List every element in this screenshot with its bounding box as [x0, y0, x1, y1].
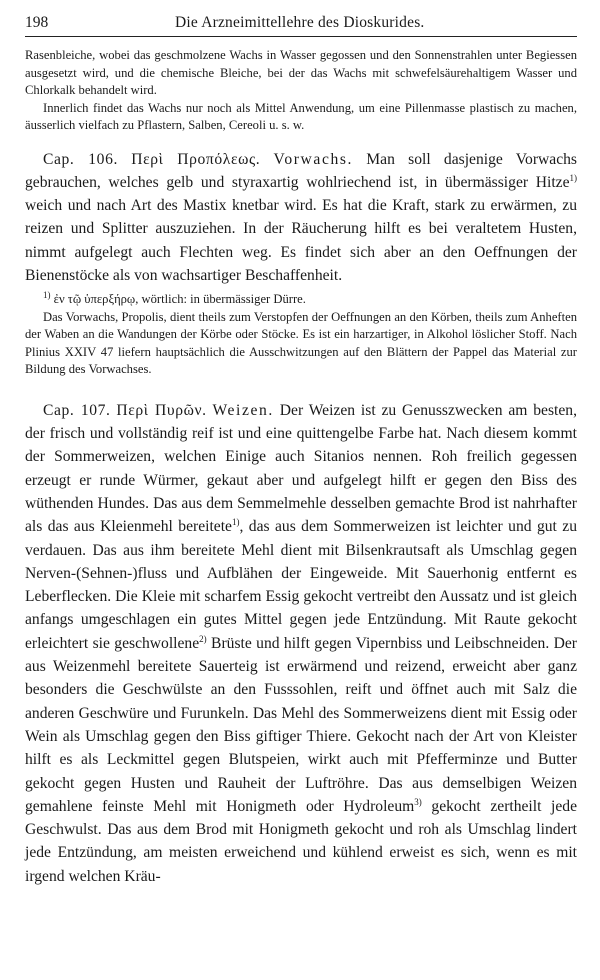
- page-number: 198: [25, 14, 49, 31]
- footnote-106-translation: ἐν τῷ ὑπερξήρῳ, wörtlich: in übermässiger Dürre.: [53, 292, 306, 307]
- chapter-107-greek-title: Περὶ Πυρῶν.: [116, 401, 207, 419]
- chapter-106: [25, 148, 577, 288]
- chapter-107-text-b: , das aus dem Sommerweizen ist leichter und gut zu verdauen. Das aus ihm bereitete Mehl dient mit Bilsenkrautsaft als Umschlag gegen Nerven-(Sehnen-)fluss und Aufblähen der Eingeweide. Mit Sauerhonig entfernt es Leberflecken. Die Kleie mit scharfem Essig gekocht vertreibt den Aussatz und ist gleich anfangs umgeschlagen ein gutes Mittel gegen jede Entzündung. Mit Raute gekocht erleichtert sie geschwollene: [25, 518, 577, 652]
- book-page: [25, 14, 577, 888]
- chapter-106-text-b: weich und nach Art des Mastix knetbar wird. Es hat die Kraft, stark zu erwärmen, zu reizen und Splitter auszuziehen. In der Räucherung hilft es bei veraltetem Husten, nimmt aufgelegt auch Flechten weg. Es findet sich aber an den Oeffnungen der Bienenstöcke als von wachsartiger Beschaffenheit.: [25, 197, 577, 284]
- running-head: [25, 14, 577, 37]
- footnote-106-marker: 1): [43, 290, 51, 301]
- footnote-ref-1: 1): [231, 517, 240, 528]
- chapter-106-greek-title: Περὶ Προπόλεως.: [131, 150, 261, 168]
- chapter-107-paragraph: [25, 399, 577, 888]
- chapter-107-text-c: Brüste und hilft gegen Vipernbiss und Leibschneiden. Der aus Weizenmehl bereitete Sauerteig ist erwärmend und reizend, erweicht aber ganz besonders die Geschwülste an den Fusssohlen, reift und öffnet auch mit Salz die anderen Geschwüre und Furunkeln. Das Mehl des Sommerweizens dient mit Essig oder Wein als Umschlag gegen den Biss giftiger Thiere. Gekocht nach der Art von Kleister hilft es als Leckmittel gegen Blutspeien, wirkt auch mit Pfefferminze und Butter gekocht gegen Husten und Rauheit der Luftröhre. Das aus demselbigen Weizen gemahlene feinste Mehl mit Honigmeth oder Hydroleum: [25, 634, 577, 815]
- footnote-106-line: [25, 291, 577, 309]
- chapter-106-german-title: Vorwachs.: [273, 150, 354, 168]
- chapter-106-text-a: Man soll dasjenige Vorwachs gebrauchen, welches gelb und styraxartig wohlriechend ist, in übermässiger Hitze: [25, 150, 577, 191]
- chapter-107-text-a: Der Weizen ist zu Genusszwecken am besten, der frisch und vollständig reif ist und eine quittengelbe Farbe hat. Nach diesem kommt der Sommerweizen, welchen Einige auch Sitanios nennen. Roh freilich gegessen erzeugt er runde Würmer, gekaut aber und aufgelegt hilft er gegen den Biss des wüthenden Hundes. Das aus dem Semmelmehle desselben gemachte Brod ist nahrhafter als das aus Kleienmehl bereitete: [25, 401, 577, 536]
- footnote-ref-1: 1): [569, 172, 577, 183]
- intro-paragraph-2: Innerlich findet das Wachs nur noch als Mittel Anwendung, um eine Pillenmasse plastisch zu machen, äusserlich vielfach zu Pflastern, Salben, Cereoli u. s. w.: [25, 100, 577, 132]
- chapter-107-german-title: Weizen.: [212, 401, 274, 419]
- chapter-106-paragraph: [25, 148, 577, 288]
- chapter-106-label: Cap. 106.: [43, 150, 118, 168]
- footnote-ref-3: 3): [414, 796, 422, 807]
- intro-paragraph-1: Rasenbleiche, wobei das geschmolzene Wachs in Wasser gegossen und den Sonnenstrahlen unter Begiessen ausgesetzt wird, und die chemische Bleiche, bei der das Wachs mit schwefelsäurehaltigem Wasser und Chlorkalk behandelt wird.: [25, 48, 577, 97]
- chapter-107-label: Cap. 107.: [43, 401, 111, 419]
- footnote-106-commentary: Das Vorwachs, Propolis, dient theils zum Verstopfen der Oeffnungen an den Körben, theils zum Anheften der Waben an die Wandungen der Körbe oder Stöcke. Es ist ein harzartiger, in Alkohol löslicher Stoff. Nach Plinius XXIV 47 liefern hauptsächlich die Ausschwitzungen auf den Blättern der Pappel das Material zur Bildung des Vorwachses.: [25, 309, 577, 377]
- footnote-106: [25, 291, 577, 379]
- running-title: Die Arzneimittellehre des Dioskurides.: [175, 14, 425, 31]
- chapter-107-text-d: gekocht zertheilt jede Geschwulst. Das aus dem Brod mit Honigmeth gekocht und roh als Umschlag lindert jede Entzündung, am meisten erweichend und kühlend erweist es sich, wenn es mit irgend welchen Kräu-: [25, 797, 577, 885]
- chapter-107: [25, 399, 577, 888]
- intro-note: [25, 47, 577, 135]
- footnote-ref-2: 2): [199, 633, 207, 644]
